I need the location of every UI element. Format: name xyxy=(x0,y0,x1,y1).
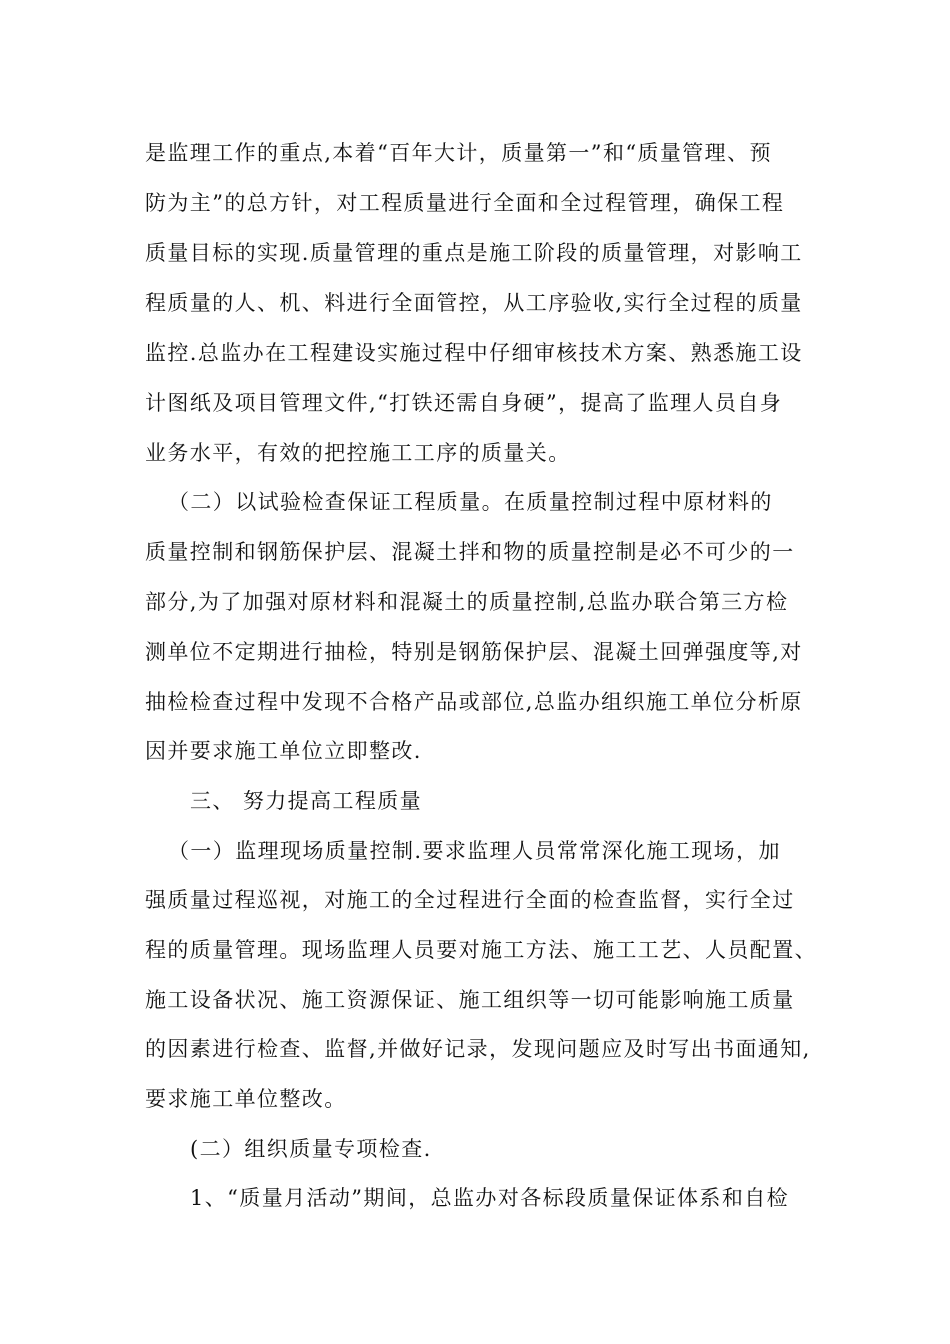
text-line: 要求施工单位整改。 xyxy=(145,1087,347,1111)
text-line: 强质量过程巡视，对施工的全过程进行全面的检查监督，实行全过 xyxy=(145,888,795,912)
list-item-line: 1、“质量月活动”期间，总监办对各标段质量保证体系和自检 xyxy=(190,1186,790,1210)
text-line: 程质量的人、机、料进行全面管控，从工序验收,实行全过程的质量 xyxy=(145,291,803,315)
text-line: 业务水平，有效的把控施工工序的质量关。 xyxy=(145,441,571,465)
text-line: 测单位不定期进行抽检，特别是钢筋保护层、混凝土回弹强度等,对 xyxy=(145,640,803,664)
text-line: 部分,为了加强对原材料和混凝土的质量控制,总监办联合第三方检 xyxy=(145,590,789,614)
text-line: 程的质量管理。现场监理人员要对施工方法、施工工艺、人员配置、 xyxy=(145,938,817,962)
text-line: 计图纸及项目管理文件,“打铁还需自身硬”，提高了监理人员自身 xyxy=(145,391,783,415)
text-line: 抽检检查过程中发现不合格产品或部位,总监办组织施工单位分析原 xyxy=(145,690,803,714)
text-line: 监控.总监办在工程建设实施过程中仔细审核技术方案、熟悉施工设 xyxy=(145,341,803,365)
text-line: 防为主”的总方针，对工程质量进行全面和全过程管理，确保工程 xyxy=(145,191,785,215)
text-line: 因并要求施工单位立即整改. xyxy=(145,739,422,763)
text-line: 的因素进行检查、监督,并做好记录，发现问题应及时写出书面通知, xyxy=(145,1037,811,1061)
subsection-heading: (二）组织质量专项检查. xyxy=(190,1137,432,1161)
paragraph-start-line: （二）以试验检查保证工程质量。在质量控制过程中原材料的 xyxy=(168,490,773,514)
text-line: 质量目标的实现.质量管理的重点是施工阶段的质量管理，对影响工 xyxy=(145,241,803,265)
section-heading: 三、 努力提高工程质量 xyxy=(190,789,423,813)
text-line: 是监理工作的重点,本着“百年大计，质量第一”和“质量管理、预 xyxy=(145,141,772,165)
text-line: 施工设备状况、施工资源保证、施工组织等一切可能影响施工质量 xyxy=(145,988,795,1012)
text-line: 质量控制和钢筋保护层、混凝土拌和物的质量控制是必不可少的一 xyxy=(145,540,795,564)
paragraph-start-line: （一）监理现场质量控制.要求监理人员常常深化施工现场，加 xyxy=(168,839,781,863)
